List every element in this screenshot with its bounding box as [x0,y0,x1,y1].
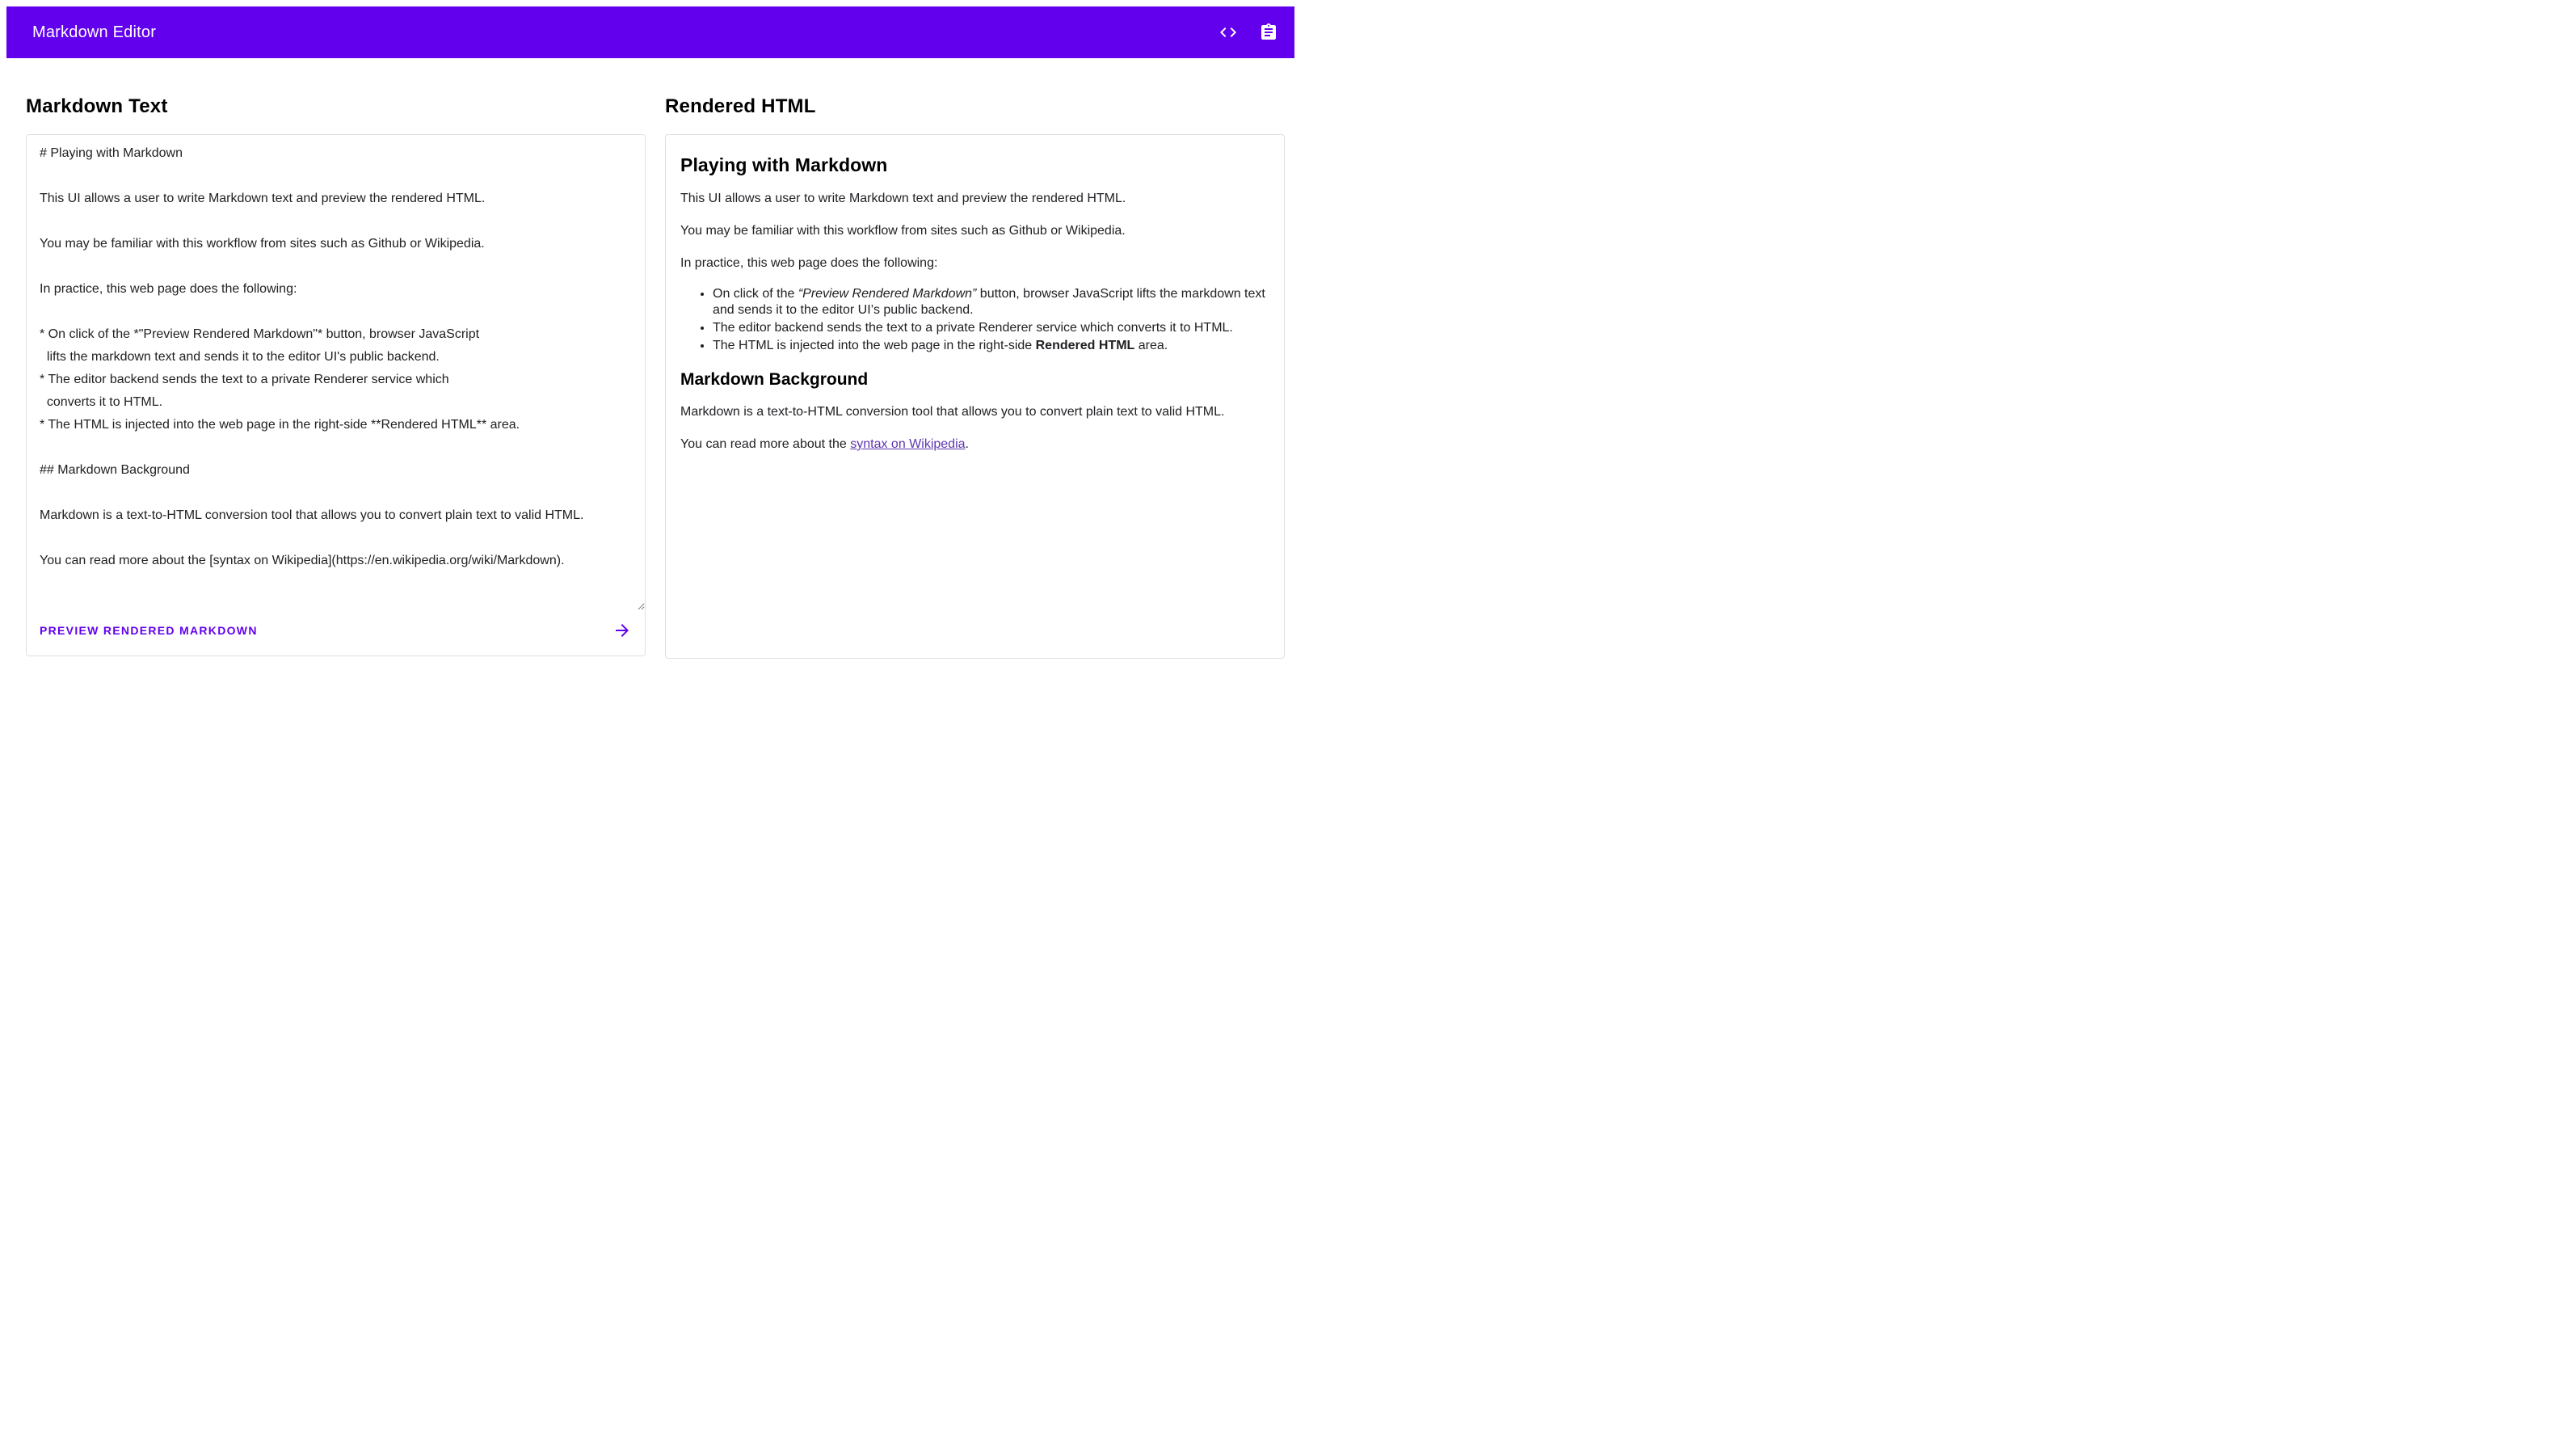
paragraph-text: You can read more about the [680,437,851,451]
list-item-text: The HTML is injected into the web page in the right-side [713,339,1036,352]
app-bar [6,6,1294,58]
list-item-bold: Rendered HTML [1035,339,1135,352]
rendered-html-heading: Rendered HTML [665,95,816,117]
list-item [713,286,1269,318]
rendered-h2: Markdown Background [680,370,869,389]
markdown-text-heading: Markdown Text [26,95,168,117]
paragraph-text: . [965,437,969,451]
list-item-text: area. [1134,339,1168,352]
app-bar-actions [1219,23,1278,42]
list-item-text: On click of the [713,287,798,301]
list-item-text: The editor backend sends the text to a private Renderer service which converts it to HTML. [713,321,1233,335]
list-item [713,338,1269,354]
list-item-text: button, browser JavaScript lifts the markdown text and sends it to the editor UI’s public backend. [713,287,1265,317]
arrow-forward-icon [612,621,632,640]
rendered-html-column [665,95,1285,659]
markdown-input[interactable] [27,135,645,610]
clipboard-icon[interactable] [1259,23,1278,42]
markdown-text-column [26,95,646,659]
preview-button-label: PREVIEW RENDERED MARKDOWN [40,624,258,637]
markdown-editor-card [26,134,646,656]
rendered-list [680,286,1269,354]
rendered-paragraph: In practice, this web page does the following: [680,256,938,270]
preview-rendered-markdown-button[interactable] [27,610,645,655]
wikipedia-link[interactable]: syntax on Wikipedia [850,437,966,451]
code-icon[interactable] [1219,23,1238,42]
rendered-paragraph: You may be familiar with this workflow from sites such as Github or Wikipedia. [680,224,1126,238]
rendered-paragraph [680,435,1269,454]
app-title: Markdown Editor [32,23,157,41]
rendered-paragraph: Markdown is a text-to-HTML conversion tool that allows you to convert plain text to valid HTML. [680,405,1225,419]
list-item [713,320,1269,336]
rendered-paragraph: This UI allows a user to write Markdown text and preview the rendered HTML. [680,192,1126,205]
rendered-html-card [665,134,1285,659]
rendered-h1: Playing with Markdown [680,154,888,175]
main-content [6,95,1294,659]
list-item-italic: “Preview Rendered Markdown” [798,287,977,301]
